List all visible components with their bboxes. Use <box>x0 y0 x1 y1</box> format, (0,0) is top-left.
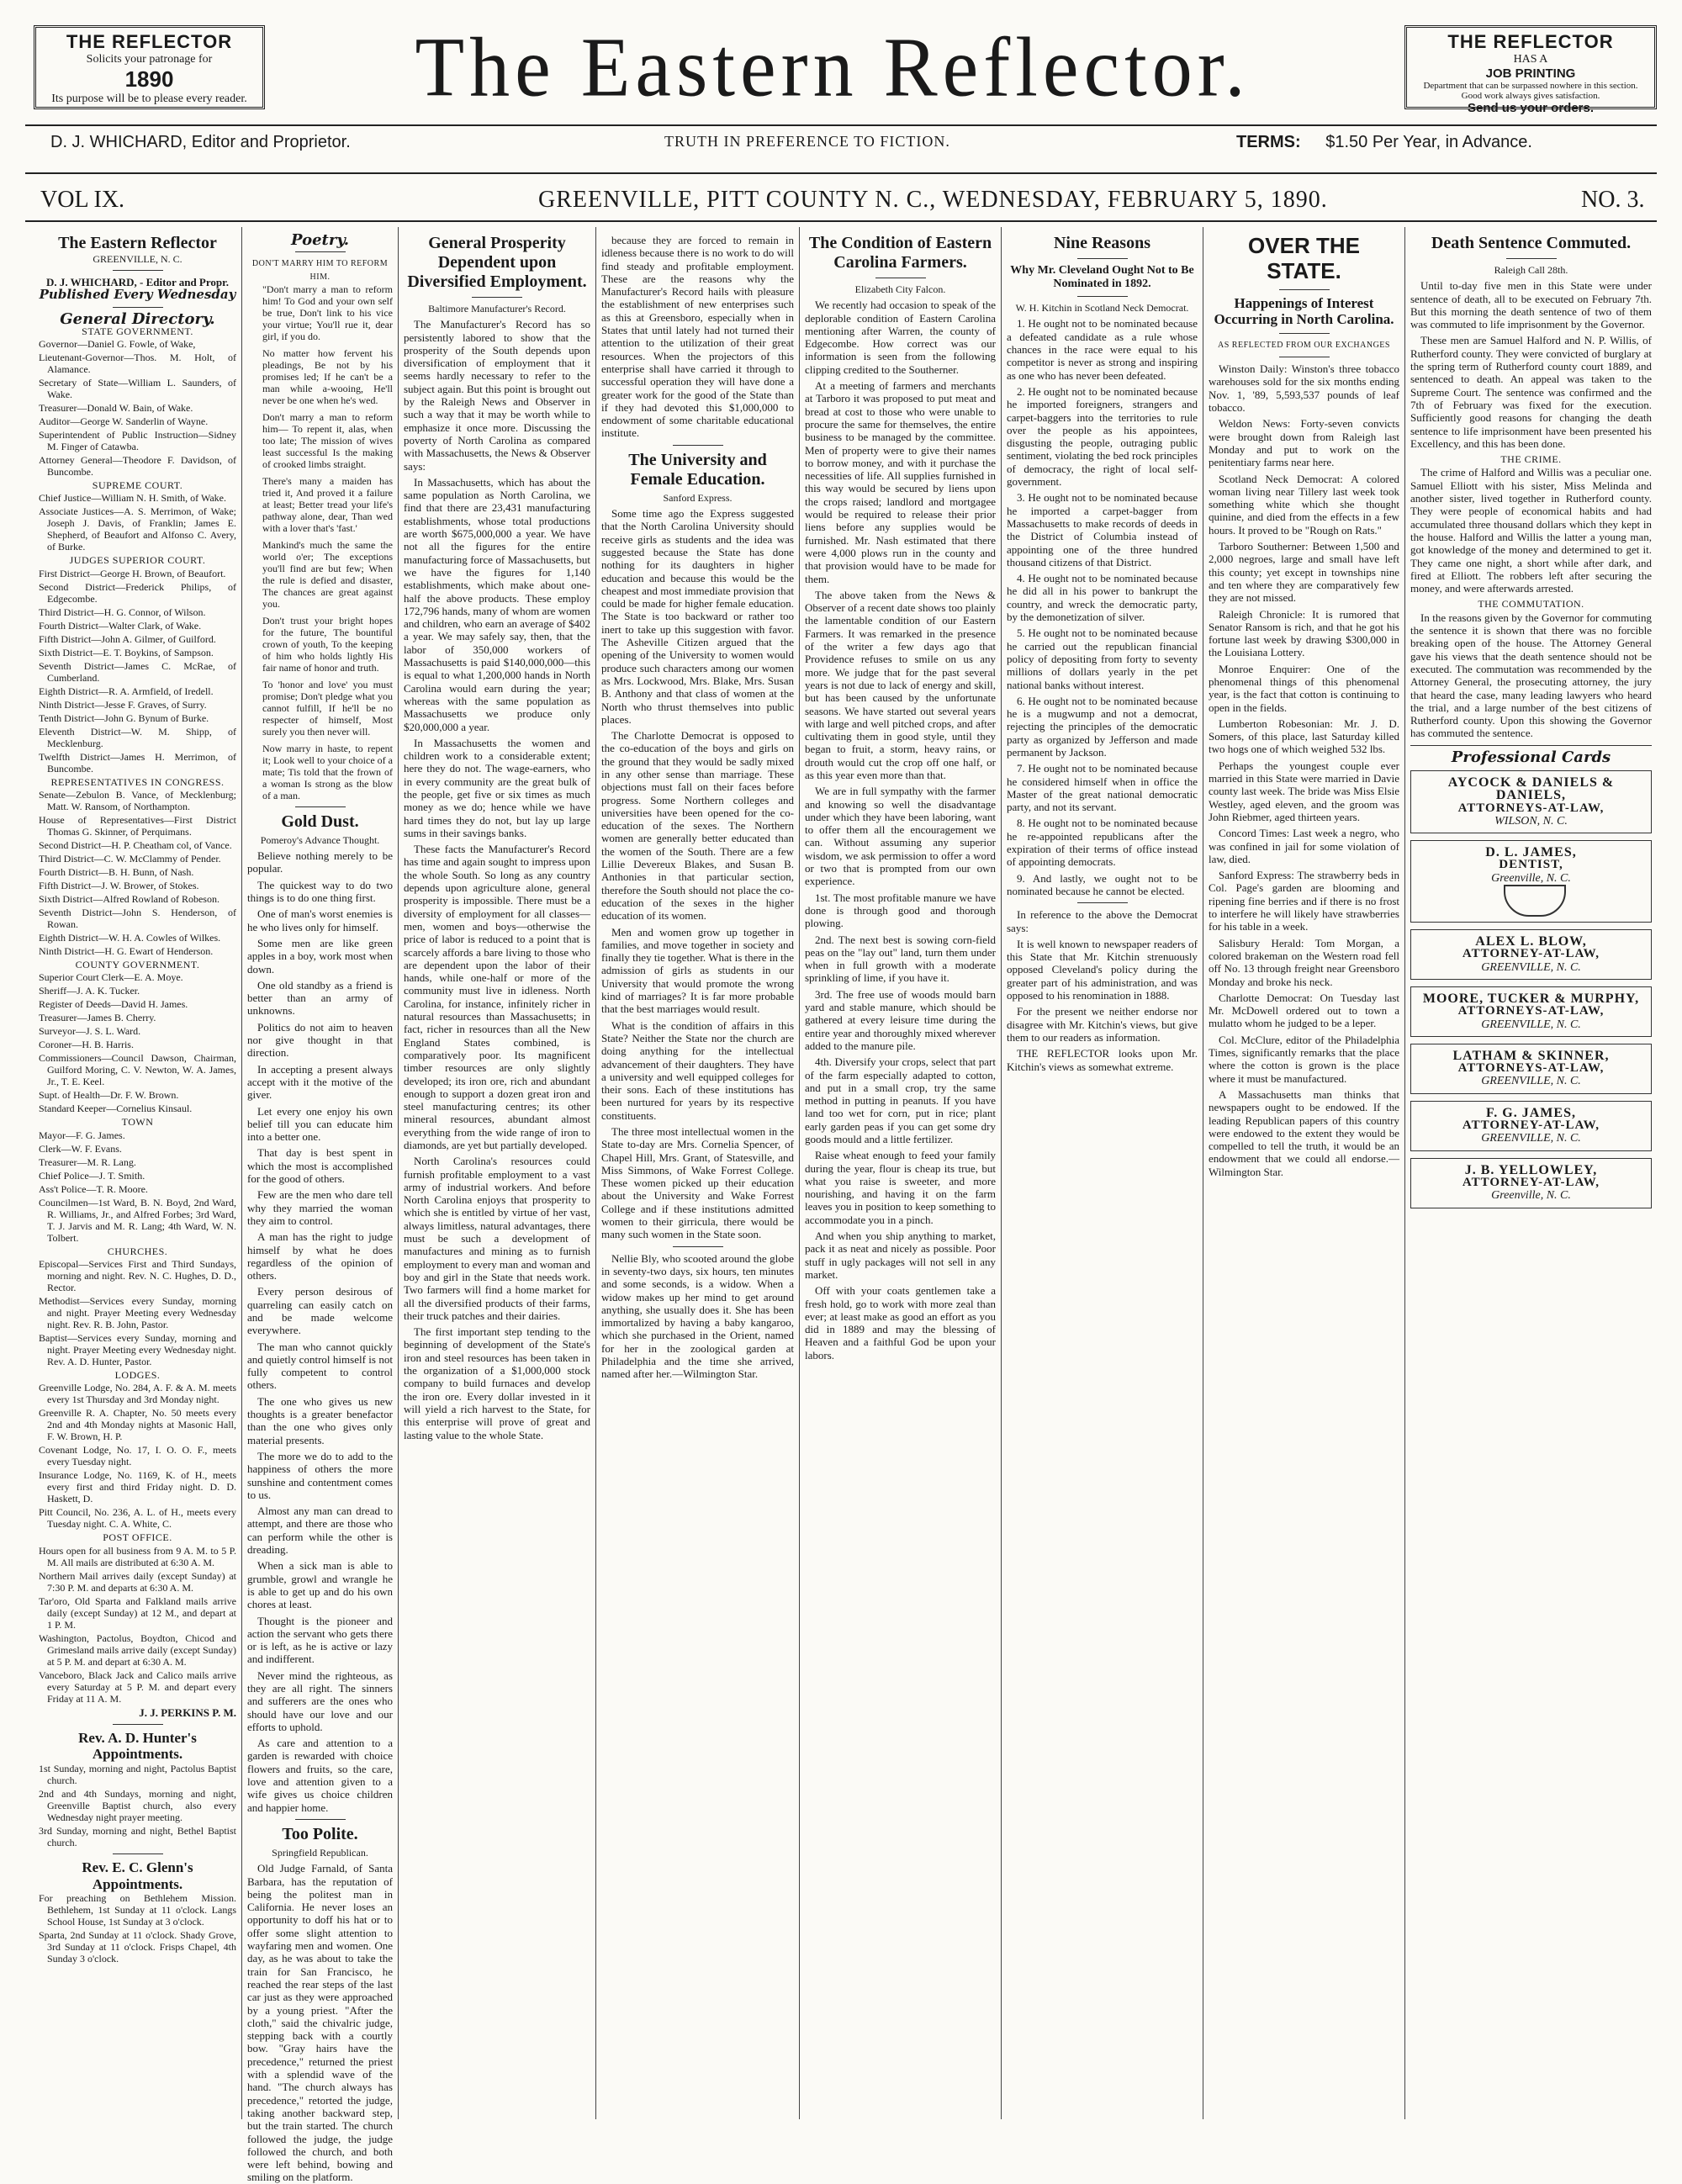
text-item: Fifth District—J. W. Brower, of Stokes. <box>39 880 199 892</box>
nameplate: The Eastern Reflector. <box>415 19 1251 114</box>
card-place: GREENVILLE, N. C. <box>1481 960 1581 974</box>
text-item: In accepting a present always accept with it the motive of the giver. <box>247 1062 393 1102</box>
article-continuation: because they are forced to remain in idleness because there is no work to do will find steady and profitable employment. These are the reasons why the Manufacturer's Record hails with pleasure the establishment of new enterprises such as this at Greensboro, especially when in States that until lately had not turned their attention to the utilization of their great resources. When the projectors of this enterprise shall have carried it through to successful operation they will have done a greater work for the good of the State than if they had devoted this $1,000,000 to endowment of some charitable educational institute. <box>601 234 794 440</box>
text-item: Superintendent of Public Instruction—Sidney M. Finger of Catawba. <box>39 429 236 453</box>
paper-title: The Eastern Reflector <box>58 234 217 252</box>
text-item: Seventh District—John S. Henderson, of Rowan. <box>39 907 236 931</box>
text-item: Third District—H. G. Connor, of Wilson. <box>39 605 206 618</box>
gold-dust-body <box>247 849 393 1814</box>
column-over-the-state <box>1203 234 1404 2118</box>
text-item: Eighth District—R. A. Armfield, of Iredell. <box>39 685 214 697</box>
card-name: J. B. YELLOWLEY, <box>1464 1162 1598 1177</box>
text-item: The man who cannot quickly and quietly control himself is not fully competent to control others. <box>247 1340 393 1392</box>
text-item: Monroe Enquirer: One of the phenomenal things of this phenomenal year, is the fact that cotton is continuing to open in the fields. <box>1209 662 1399 714</box>
text-item: Baptist—Services every Sunday, morning and night. Prayer Meeting every Wednesday night. Rev. A. D. Hunter, Pastor. <box>39 1331 236 1367</box>
text-item: The quickest way to do two things is to do one thing first. <box>247 878 393 905</box>
churches-list <box>39 1258 236 1367</box>
divider <box>1410 745 1652 746</box>
text-item: That day is best spent in which the most is accomplished for the good of others. <box>247 1146 393 1186</box>
text-item: 4. He ought not to be nominated because he did all in his power to bankrupt the country, and wreck the democratic party, by the demonetization of silver. <box>1007 572 1198 624</box>
column-directory <box>34 234 241 2118</box>
card-title: ATTORNEY-AT-LAW, <box>1462 1175 1600 1189</box>
text-item: Third District—C. W. McClammy of Pender. <box>39 853 221 865</box>
congress-list <box>39 789 236 957</box>
text-item: These men are Samuel Halford and N. P. Willis, of Rutherford county. They were convicted of burglary at the spring term of Rutherford county court 1889, and sentenced to death. An appeal was taken to the Supreme Court. The sentence was confirmed and the 7th of February was fixed for the execution. Sufficiently good reasons for changing the death sentence to life imprisonment have been presented his Excellency, and this has been done. <box>1410 334 1652 450</box>
divider <box>472 297 522 298</box>
text-item: Chief Police—J. T. Smith. <box>39 1169 145 1182</box>
text-item: Auditor—George W. Sanderlin of Wayne. <box>39 415 209 428</box>
directory-title: General Directory. <box>60 309 215 328</box>
place-date: GREENVILLE, PITT COUNTY N. C., WEDNESDAY, FEBRUARY 5, 1890. <box>538 187 1328 213</box>
card-place: Greenville, N. C. <box>1491 1189 1571 1203</box>
text-item: Thought is the pioneer and action the servant who gets there or is left, as he is active or lazy and indifferent. <box>247 1614 393 1666</box>
card-place: GREENVILLE, N. C. <box>1481 1132 1581 1145</box>
text-item: Eleventh District—W. M. Shipp, of Mecklenburg. <box>39 725 236 749</box>
text-item: Greenville R. A. Chapter, No. 50 meets every 2nd and 4th Monday nights at Masonic Hall, F. W. Brown, H. P. <box>39 1407 236 1443</box>
column-farmers <box>800 234 1001 2118</box>
text-item: 3. He ought not to be nominated because he imported a carpet-bagger from Massachusetts to make records of deeds in the District of Columbia instead of appointing one of the three hundred thousand citizens of that District. <box>1007 491 1198 568</box>
reasons-commentary <box>1007 908 1198 1073</box>
text-item: Winston Daily: Winston's three tobacco warehouses sold for the six months ending Nov. 1, '89, 5,593,537 pounds of leaf tobacco. <box>1209 362 1399 415</box>
text-item: Raleigh Chronicle: It is rumored that Senator Ransom is rich, and that he got his fortune last week by drawing $300,000 in the Louisiana Lottery. <box>1209 607 1399 659</box>
poem-body <box>247 283 393 801</box>
text-item: First District—George H. Brown, of Beaufort. <box>39 567 226 579</box>
gold-dust-head: Gold Dust. <box>281 812 359 831</box>
text-item: 9. And lastly, we ought not to be nominated because he cannot be elected. <box>1007 871 1198 897</box>
gold-dust-byline: Pomeroy's Advance Thought. <box>260 833 380 846</box>
text-item: Mankind's much the same the world o'er; The exceptions you'll find are but few; When the rule is defied and disaster, The chances are great against you. <box>262 538 393 610</box>
divider <box>1506 258 1557 259</box>
glenn-list <box>39 1892 236 1965</box>
article-byline: Sanford Express. <box>663 491 733 504</box>
text-item: Superior Court Clerk—E. A. Moye. <box>39 971 183 984</box>
column-death-sentence <box>1405 234 1657 2118</box>
text-item: Fourth District—B. H. Bunn, of Nash. <box>39 866 194 879</box>
text-item: Treasurer—M. R. Lang. <box>39 1155 136 1168</box>
text-item: When a sick man is able to grumble, growl and wrangle he is able to get up and do his own chores at least. <box>247 1559 393 1611</box>
ad-line: Send us your orders. <box>1467 101 1595 115</box>
text-item: Chief Justice—William N. H. Smith, of Wake. <box>39 492 226 505</box>
text-item: One old standby as a friend is better than an army of unknowns. <box>247 978 393 1018</box>
text-item: Few are the men who dare tell why they married the woman they aim to control. <box>247 1188 393 1227</box>
column-prosperity <box>399 234 595 2118</box>
glenn-head: Rev. E. C. Glenn's Appointments. <box>82 1859 193 1892</box>
section-head: JUDGES SUPERIOR COURT. <box>69 554 206 567</box>
dateline-rule-bottom <box>25 220 1657 222</box>
ad-line: Department that can be surpassed nowhere in this section. Good work always gives satisfaction. <box>1423 81 1638 101</box>
text-item: Col. McClure, editor of the Philadelphia Times, significantly remarks that the place where the cotton is grown is the place where it must be manufactured. <box>1209 1033 1399 1085</box>
section-head: REPRESENTATIVES IN CONGRESS. <box>50 775 225 788</box>
section-head: SUPREME COURT. <box>92 479 183 492</box>
text-item: Surveyor—J. S. L. Ward. <box>39 1025 141 1038</box>
card-place: GREENVILLE, N. C. <box>1481 1075 1581 1088</box>
text-item: Washington, Pactolus, Boydton, Chicod and Grimesland mails arrive daily (except Sunday) at 5 P. M. and depart at 6:30 A. M. <box>39 1631 236 1668</box>
ad-year: 1890 <box>124 66 174 92</box>
article-byline: Elizabeth City Falcon. <box>854 283 946 295</box>
terms-label: TERMS: <box>1236 133 1301 151</box>
divider <box>295 806 346 807</box>
state-news-items <box>1209 362 1399 1178</box>
state-government-list <box>39 338 236 478</box>
article-byline: W. H. Kitchin in Scotland Neck Democrat. <box>1015 302 1189 315</box>
text-item: Coroner—H. B. Harris. <box>39 1039 134 1051</box>
divider <box>673 1246 723 1247</box>
article-subhead: Happenings of Interest Occurring in North Carolina. <box>1214 294 1394 328</box>
published-line: Published Every Wednesday <box>39 287 236 303</box>
text-item: Raise wheat enough to feed your family during the year, flour is cheap its true, but what you raise is sweeter, and more nourishing, and having it on the farm leaves you in position to keep something to accommodate you in a pinch. <box>805 1149 996 1226</box>
text-item: Governor—Daniel G. Fowle, of Wake, <box>39 338 196 351</box>
text-item: The one who gives us new thoughts is a greater benefactor than the one who gives only material presents. <box>247 1394 393 1446</box>
text-item: Secretary of State—William L. Saunders, of Wake. <box>39 377 236 401</box>
divider <box>113 307 163 308</box>
card-place: Greenville, N. C. <box>1491 871 1571 885</box>
divider <box>295 1819 346 1820</box>
text-item: 1st Sunday, morning and night, Pactolus Baptist church. <box>39 1762 236 1786</box>
text-item: Attorney General—Theodore F. Davidson, of Buncombe. <box>39 454 236 479</box>
ad-title: THE REFLECTOR <box>1447 31 1614 52</box>
professional-cards <box>1410 770 1652 1208</box>
text-item: Sixth District—Alfred Rowland of Robeson. <box>39 893 220 906</box>
text-item: Mayor—F. G. James. <box>39 1129 125 1141</box>
divider <box>113 1724 163 1725</box>
text-item: And when you ship anything to market, pack it as neat and nicely as possible. Poor stuff in ugly packages will not sell in any market. <box>805 1229 996 1281</box>
card-title: ATTORNEYS-AT-LAW, <box>1457 1004 1605 1018</box>
column-university <box>596 234 799 2118</box>
text-item: Tar'oro, Old Sparta and Falkland mails arrive daily (except Sunday) at 12 M., and depart at 1 P. M. <box>39 1594 236 1631</box>
text-item: Lumberton Robesonian: Mr. J. D. Somers, of this place, last Saturday killed two hogs one of which weighed 532 lbs. <box>1209 717 1399 756</box>
text-item: Twelfth District—James H. Merrimon, of Buncombe. <box>39 750 236 775</box>
polite-head: Too Polite. <box>282 1824 358 1843</box>
poetry-head: Poetry. <box>291 231 349 249</box>
card-name: LATHAM & SKINNER, <box>1452 1048 1610 1063</box>
text-item: Eighth District—W. H. A. Cowles of Wilkes. <box>39 932 221 944</box>
card-place: GREENVILLE, N. C. <box>1481 1018 1581 1031</box>
section-head: THE COMMUTATION. <box>1478 598 1584 611</box>
issue-number: NO. 3. <box>1581 187 1645 213</box>
text-item: 2nd. The next best is sowing corn-field peas on the "lay out" land, turn them under when in full growth with a moderate sprinkling of lime, if you have it. <box>805 933 996 985</box>
text-item: Lieutenant-Governor—Thos. M. Holt, of Alamance. <box>39 352 236 376</box>
text-item: Ass't Police—T. R. Moore. <box>39 1182 148 1195</box>
text-item: Don't marry a man to reform him— To repent it, alas, when too late; The mission of wives least successful Is the making of crooked limbs straight. <box>262 410 393 470</box>
text-item: The crime of Halford and Willis was a peculiar one. Samuel Elliott with his sister, Miss Melinda and another sister, lived together in Rutherford county. They were people of economical habits and had accumulated three thousand dollars which they kept in the house. Halford and Willis the latter a young man, got knowledge of the money and determined to get it. They came one night, a short while after dark, and fired at Elliott. The robbers left after securing the money, and were afterwards arrested. <box>1410 466 1652 595</box>
section-head: COUNTY GOVERNMENT. <box>75 959 200 971</box>
terms <box>1236 133 1532 152</box>
text-item: In Massachusetts, which has about the same population as North Carolina, we find that there are 23,431 manufacturing establishments, whose total productions are worth $675,000,000 a year. We have not all the figures for the entire manufacturing force of Massachusetts, but we have the figures for 1,140 establishments, which make about one-half the above products. These employ 172,796 hands, many of whom are women and children, who earn an average of $402 a year. We may safely say, then, that the labor of 350,000 workers of Massachusetts is paid $140,000,000—this is equal to what 1,200,000 hands in North Carolina would earn during the year; whereas with the same population as Massachusetts we produce only $20,000,000 a year. <box>404 475 590 733</box>
reflector-ad-box-left <box>34 25 265 109</box>
card-title: ATTORNEYS-AT-LAW, <box>1457 1061 1605 1076</box>
text-item: Weldon News: Forty-seven convicts were brought down from Raleigh last Monday and put to work on the penitentiary farms near here. <box>1209 417 1399 469</box>
article-subhead: Why Mr. Cleveland Ought Not to Be Nominated in 1892. <box>1010 264 1194 291</box>
text-item: Until to-day five men in this State were under sentence of death, all to be executed on February 7th. But this morning the death sentence of two of them was commuted to life imprisonment by the Governor. <box>1410 279 1652 331</box>
text-item: Men and women grow up together in families, and move together in society and finally they tie together. What is there in the admission of girls as students in our University that would promote the wrong kind of marriages? It is far more probable that the best marriages would result. <box>601 925 794 1016</box>
card-name: AYCOCK & DANIELS & DANIELS, <box>1447 775 1615 803</box>
text-item: These facts the Manufacturer's Record has time and again sought to impress upon the whole South. So long as any country depends upon agriculture alone, general prosperity is impossible. There must be a diversity of employment for all classes—men, women and boys—otherwise the price of labor is reduced to a point that is scarcely affords a bare living to those who are dependent upon the labor of their hands, while one-half or more of the community must live in idleness. North Carolina, for instance, infinitely richer in natural resources than Massachusetts; in fact, richer in resources than all the New England States combined, is comparatively poor. Its magnificent timber resources are only slightly developed; its iron ore, rich and abundant enough to support a dozen great iron and steel manufacturing centres; its other mineral resources, abundant almost everything from the wide range of iron to diamonds, are yet but partially developed. <box>404 843 590 1151</box>
commutation-body <box>1410 611 1652 740</box>
text-item: Tenth District—John G. Bynum of Burke. <box>39 711 209 724</box>
text-item: Covenant Lodge, No. 17, I. O. O. F., meets every Tuesday night. <box>39 1444 236 1468</box>
text-item: 7. He ought not to be nominated because he considered himself when in office the Master of the great national democratic party, and not its servant. <box>1007 762 1198 814</box>
text-item: In the reasons given by the Governor for commuting the sentence it is shown that there was no forcible breaking open of the house. The Attorney General gave his views that the death sentence should not be executed. The commutation was recommended by the Attorney General, the prosecuting attorney, the jury that heard the case, many leading lawyers who heard the trial, and a large number of the best citizens of Rutherford county. Upon this showing the Governor has commuted the sentence. <box>1410 611 1652 740</box>
dentures-icon <box>1504 885 1566 917</box>
text-item: Supt. of Health—Dr. F. W. Brown. <box>39 1089 179 1102</box>
professional-card <box>1410 1101 1652 1151</box>
professional-card <box>1410 986 1652 1037</box>
crime-body <box>1410 466 1652 595</box>
divider <box>113 270 163 271</box>
professional-card <box>1410 1044 1652 1094</box>
text-item: At a meeting of farmers and merchants at Tarboro it was proposed to put meat and bread at cost to those who were unable to procure the same for themselves, the entire business to be managed by the committee. Men of property were to give their names to borrow money, and with it purchase the necessities of life. All supplies furnished in this way would be secured by liens upon the crops raised; landlord and mortgagee would be required to release their prior liens before any supplies would be furnished. Mr. Nash estimated that there were 4,000 plows run in the county and that provision would have to be made for them. <box>805 379 996 585</box>
text-item: One of man's worst enemies is he who lives only for himself. <box>247 907 393 933</box>
text-item: A Massachusetts man thinks that newspapers ought to be endowed. If the leading Republican papers of this country were endowed to the extent they would be compelled to tell the truth, it would be an endowment that we could all endorse.—Wilmington Star. <box>1209 1087 1399 1178</box>
text-item: North Carolina's resources could furnish profitable employment to a vast army of industrial workers. And before North Carolina enjoys that prosperity to which she is entitled by virtue of her vast, always limitless, natural advantages, there must be such a development of manufactures and mining as to furnish employment to every man and woman and boy and girl in the State that needs work. Two farmers will find a home market for all the diversified products of their farms, their truck patches and their dairies. <box>404 1155 590 1322</box>
hunter-list <box>39 1763 236 1848</box>
divider <box>113 1853 163 1854</box>
card-title: ATTORNEYS-AT-LAW, <box>1457 801 1605 815</box>
poem-title: DON'T MARRY HIM TO REFORM HIM. <box>251 259 389 282</box>
column-poetry <box>242 231 398 2184</box>
post-office-list <box>39 1545 236 1705</box>
text-item: 4th. Diversify your crops, select that part of the farm especially adapted to cotton, and put in a small crop, try the same method in putting in peanuts. If you have land too wet for corn, put in rice; plant early garden peas if you can get some dry goods mould and a little fertilizer. <box>805 1055 996 1145</box>
county-list <box>39 971 236 1114</box>
text-item: 2. He ought not to be nominated because he imported foreigners, strangers and carpet-baggers into the territories to rule over the people as his appointees, disgusting the people, outraging public sentiment, violating the bed rock principles of democracy, the right of local self-government. <box>1007 384 1198 489</box>
text-item: What is the condition of affairs in this State? Neither the State nor the church are doing anything for the intellectual advancement of their daughters. They have a university and well equipped colleges for their sons. Each of these institutions has been nurtured for years by its respective constituents. <box>601 1018 794 1122</box>
terms-value: $1.50 Per Year, in Advance. <box>1325 133 1532 151</box>
text-item: Commissioners—Council Dawson, Chairman, Guilford Moring, C. V. Newton, W. A. James, Jr., T. E. Keel. <box>39 1052 236 1088</box>
supreme-court-list <box>39 492 236 553</box>
text-item: There's many a maiden has tried it, And proved it a failure at least; Better tread your life's pathway alone, dear, Than wed with a lover that's 'fast.' <box>262 474 393 534</box>
text-item: Politics do not aim to heaven nor give thought in that direction. <box>247 1020 393 1060</box>
article-headline: Death Sentence Commuted. <box>1431 234 1632 252</box>
card-place: WILSON, N. C. <box>1494 814 1568 828</box>
text-item: Believe nothing merely to be popular. <box>247 849 393 875</box>
text-item: Some time ago the Express suggested that the North Carolina University should receive girls as students and the idea was suggested because the State has done nothing for its daughters in higher education and because this would be the cheapest and most immediate provision that could be made for higher female education. The State is too backward or rather too inert to take up this suggestion with favor. The Asheville Citizen argued that the opening of the University to women would produce such characters among our women as Mrs. Lockwood, Mrs. Blake, Mrs. Susan B. Anthony and that class of women at the North who thrust themselves into public places. <box>601 507 794 726</box>
text-item: Old Judge Farnald, of Santa Barbara, has the reputation of being the politest man in California. He never loses an opportunity to doff his hat or to offer some slight attention to wayfaring men and women. One day, as he was about to take the train for San Francisco, he reached the rear steps of the last car just as they were approached by a young priest. "After the cloth," said the chivalric judge, stepping back with a courtly bow. "Gray hairs have the precedence," returned the priest with a splendid wave of the hand. "The church always has precedence," retorted the judge, taking another backward step, but the train started. The church followed the judge, the judge followed the church, and both were left behind, bowing and smiling on the platform. <box>247 1862 393 2184</box>
text-item: Concord Times: Last week a negro, who was confined in jail for some violation of law, died. <box>1209 827 1399 865</box>
article-headline: OVER THE STATE. <box>1248 233 1360 283</box>
professional-card <box>1410 929 1652 980</box>
section-head: LODGES. <box>114 1368 161 1381</box>
card-title: ATTORNEY-AT-LAW, <box>1462 947 1600 961</box>
text-item: Sparta, 2nd Sunday at 11 o'clock. Shady Grove, 3rd Sunday at 11 o'clock. Frisps Chapel, 4th Sunday 3 o'clock. <box>39 1929 236 1965</box>
article-headline: The Condition of Eastern Carolina Farmers. <box>808 234 992 272</box>
polite-body <box>247 1862 393 2183</box>
text-item: 3rd. The free use of woods mould barn yard and stable manure, which should be gathered at every leisure time during the entire year and thoroughly mixed wherever added to the manure pile. <box>805 987 996 1052</box>
text-item: Let every one enjoy his own belief till you can educate him into a better one. <box>247 1104 393 1144</box>
postmaster: J. J. PERKINS P. M. <box>139 1705 236 1719</box>
text-item: Perhaps the youngest couple ever married in this State were married in Davie county last week. The bride was Miss Elsie Westley, aged eleven, and the groom was John Riebmer, aged thirteen years. <box>1209 759 1399 823</box>
text-item: 6. He ought not to be nominated because he is a mugwump and not a democrat, rejecting the principles of the democratic party as organized by Jefferson and made permanent by Jackson. <box>1007 694 1198 759</box>
text-item: Seventh District—James C. McRae, of Cumberland. <box>39 659 236 684</box>
divider <box>1279 289 1330 290</box>
text-item: The above taken from the News & Observer of a recent date shows too plainly the lamentable condition of our Eastern Farmers. It was remarked in the presence of the writer a few days ago that Providence refuses to smile on us any more. We judge that for the past several years is not due to lack of energy and skill, but has been caused by the unfortunate seasons. We have started out several years with large and well pitched crops, and after cultivating them in good style, until they began to fruit, a storm, heavy rains, or drouth would cut the crop off one half, or as this year even more than that. <box>805 588 996 781</box>
text-item: Register of Deeds—David H. James. <box>39 998 188 1011</box>
text-item: Ninth District—Jesse F. Graves, of Surry. <box>39 698 207 711</box>
divider <box>1077 296 1128 297</box>
text-item: Episcopal—Services First and Third Sundays, morning and night. Rev. N. C. Hughes, D. D., Rector. <box>39 1257 236 1293</box>
column-nine-reasons <box>1002 234 1203 2118</box>
divider <box>295 251 346 252</box>
text-item: Pitt Council, No. 236, A. L. of H., meets every Tuesday night. C. A. White, C. <box>39 1506 236 1531</box>
nellie-bly-item: Nellie Bly, who scooted around the globe in seventy-two days, six hours, ten minutes and some seconds, is a widow. When a widow makes up her mind to get around anything, she usually does it. She has been immortalized by having a baby kangaroo, which she purchased in the Orient, named for her in the zoological garden at Philadelphia and the time she arrived, named after her.—Wilmington Star. <box>601 1251 794 1381</box>
card-name: D. L. JAMES, <box>1485 845 1577 860</box>
text-item: 8. He ought not to be nominated because he re-appointed republicans after the expiration of their terms of office instead of appointing democrats. <box>1007 817 1198 869</box>
article-body <box>805 299 996 1362</box>
text-item: Scotland Neck Democrat: A colored woman living near Tillery last week took something white which she thought quinine, and died from the effects in a few hours. It proved to be "Rough on Rats." <box>1209 472 1399 537</box>
text-item: Don't trust your bright hopes for the future, The bountiful crown of youth, To the keeping of him who holds lightly His fair name of honor and truth. <box>262 614 393 674</box>
text-item: Second District—H. P. Cheatham col, of Vance. <box>39 839 232 852</box>
polite-byline: Springfield Republican. <box>272 1846 368 1859</box>
text-item: Clerk—W. F. Evans. <box>39 1142 122 1155</box>
reflector-ad-box-right <box>1404 25 1657 115</box>
text-item: To 'honor and love' you must promise; Don't pledge what you cannot fulfill, If he'll be no respecter of himself, Most surely you then never will. <box>262 678 393 738</box>
text-item: Associate Justices—A. S. Merrimon, of Wake; Joseph J. Davis, of Franklin; James E. Shepherd, of Beaufort and Alfonso C. Avery, of Burke. <box>39 505 236 553</box>
judges-list <box>39 568 236 775</box>
text-item: Treasurer—Donald W. Bain, of Wake. <box>39 402 193 415</box>
professional-card <box>1410 770 1652 833</box>
section-head: POST OFFICE. <box>103 1531 172 1544</box>
editor-line: D. J. WHICHARD, Editor and Proprietor. <box>50 133 351 151</box>
text-item: The Manufacturer's Record has so persistently labored to show that the prosperity of the South depends upon diversification of employment that it seems hardly necessary to refer to the subject again. But this point is brought out by the Raleigh News and Observer in such a way that it may be worth while to emphasize it once more. Discussing the poverty of North Carolina as compared with Massachusetts, the News & Observer says: <box>404 318 590 473</box>
card-name: ALEX L. BLOW, <box>1475 934 1587 949</box>
ad-line: Its purpose will be to please every reader. <box>51 93 247 105</box>
text-item: In Massachusetts the women and children work to a considerable extent; here they do not. The wage-earners, who in every community are the great bulk of the people, get five or six times as much money as we do; hence while we have hard times they do not, but lay up large sums in their savings banks. <box>404 736 590 839</box>
card-title: ATTORNEY-AT-LAW, <box>1462 1118 1600 1133</box>
ad-line: HAS A <box>1513 53 1548 66</box>
text-item: Tarboro Southerner: Between 1,500 and 2,000 negroes, large and small have left this county; yet except in townships nine and ten where they are comparatively few they are not missed. <box>1209 540 1399 605</box>
professional-card <box>1410 840 1652 923</box>
text-item: House of Representatives—First District Thomas G. Skinner, of Perquimans. <box>39 814 236 838</box>
text-item: Fifth District—John A. Gilmer, of Guilford. <box>39 632 216 645</box>
dateline-rule-top <box>25 172 1657 174</box>
text-item: Northern Mail arrives daily (except Sunday) at 7:30 P. M. and departs at 6:30 A. M. <box>39 1569 236 1594</box>
text-item: 2nd and 4th Sundays, morning and night, Greenville Baptist church, also every Wednesday night prayer meeting. <box>39 1787 236 1823</box>
text-item: Insurance Lodge, No. 1169, K. of H., meets every first and third Friday night. D. D. Haskett, D. <box>39 1469 236 1505</box>
text-item: Salisbury Herald: Tom Morgan, a colored brakeman on the Western road fell off No. 13 through freight near Greensboro Monday and broke his neck. <box>1209 936 1399 988</box>
ad-line: Solicits your patronage for <box>86 53 213 66</box>
text-item: It is well known to newspaper readers of this State that Mr. Kitchin strenuously opposed Cleveland's policy during the greater part of his administration, and was opposed to his renomination in 1888. <box>1007 937 1198 1002</box>
article-body <box>404 318 590 1441</box>
text-item: 5. He ought not to be nominated because he carried out the republican financial policy of depositing from forty to seventy millions of dollars yearly in the pet national banks without interest. <box>1007 627 1198 691</box>
section-head: THE CRIME. <box>1500 453 1562 466</box>
ad-title: THE REFLECTOR <box>66 31 233 52</box>
text-item: 1st. The most profitable manure we have done is through good and thorough plowing. <box>805 891 996 930</box>
text-item: No matter how fervent his pleadings, Be not by his promises led; If he can't be a man while a-wooing, He'll never be one when he's wed. <box>262 346 393 406</box>
text-item: Councilmen—1st Ward, B. N. Boyd, 2nd Ward, R. Williams, Jr., and Alfred Forbes; 3rd Ward, T. J. Jarvis and M. R. Lang; 4th Ward, W. N. Tolbert. <box>39 1196 236 1244</box>
text-item: In reference to the above the Democrat says: <box>1007 908 1198 934</box>
text-item: Off with your coats gentlemen take a fresh hold, go to work with more zeal than ever; at least make as good an effort as you did in 1889 and may the blessing of Heaven and a faithful God be upon your labors. <box>805 1284 996 1362</box>
town-list <box>39 1129 236 1244</box>
text-item: Sixth District—E. T. Boykins, of Sampson. <box>39 646 214 658</box>
volume: VOL IX. <box>40 187 125 213</box>
text-item: A man has the right to judge himself by what he does regardless of the opinion of others. <box>247 1230 393 1282</box>
text-item: Second District—Frederick Philips, of Edgecombe. <box>39 580 236 605</box>
article-byline: Baltimore Manufacturer's Record. <box>428 303 566 315</box>
text-item: THE REFLECTOR looks upon Mr. Kitchin's views as somewhat extreme. <box>1007 1047 1198 1073</box>
text-item: The Charlotte Democrat is opposed to the co-education of the boys and girls on the ground that they would be sadly mixed in any other sense than marriage. These objections must fall on their faces before progress. Some Northern colleges and universities have been opened for the co-education of the sexes. The Northern women are generally better educated than the women of the South. There are a few Lillie Devereux Blakes, and Susan B. Anthonies in that particular section, therefore the South should not place the co-education of the sexes in the higher education of its women. <box>601 729 794 923</box>
article-body <box>1410 279 1652 450</box>
divider <box>673 445 723 446</box>
article-headline: Nine Reasons <box>1053 234 1150 252</box>
text-item: Every person desirous of quarreling can easily catch on and be made welcome everywhere. <box>247 1285 393 1337</box>
article-headline: General Prosperity Dependent upon Diversified Employment. <box>407 234 587 291</box>
text-item: Fourth District—Walter Clark, of Wake. <box>39 619 202 632</box>
ad-line: JOB PRINTING <box>1485 66 1576 81</box>
motto: TRUTH IN PREFERENCE TO FICTION. <box>664 133 950 150</box>
masthead-rule <box>25 124 1657 126</box>
divider <box>1077 258 1128 259</box>
text-item: Charlotte Democrat: On Tuesday last Mr. McDowell ordered out to town a mulatto whom he judged to be a leper. <box>1209 991 1399 1030</box>
section-head: STATE GOVERNMENT. <box>82 325 193 337</box>
professional-cards-head: Professional Cards <box>1451 748 1611 766</box>
divider <box>1077 902 1128 903</box>
article-body <box>601 507 794 1241</box>
divider <box>1279 333 1330 334</box>
card-name: MOORE, TUCKER & MURPHY, <box>1422 991 1640 1006</box>
text-item: Almost any man can dread to attempt, and there are those who can perform while the other is dreading. <box>247 1504 393 1557</box>
text-item: Sheriff—J. A. K. Tucker. <box>39 985 140 997</box>
text-item: We are in full sympathy with the farmer and knowing so well the disadvantage under which they have been laboring, want to offer them all the encouragement we can. Without assuming any superior wisdom, we ask permission to offer a word or two that is prompted from our own experience. <box>805 785 996 888</box>
text-item: Greenville Lodge, No. 284, A. F. & A. M. meets every 1st Thursday and 3rd Monday night. <box>39 1382 236 1406</box>
text-item: The first important step tending to the beginning of development of the State's iron and steel resources has been taken in the organization of a $1,000,000 stock company to build furnaces and develop the iron ore. Every dollar invested in it will yield a rich harvest to the State, for this enterprise will prove of great and lasting value to the whole State. <box>404 1325 590 1441</box>
reasons-list <box>1007 317 1198 897</box>
section-head: TOWN <box>121 1116 154 1129</box>
text-item: Ninth District—H. G. Ewart of Henderson. <box>39 945 214 958</box>
tagline: AS REFLECTED FROM OUR EXCHANGES <box>1218 340 1390 350</box>
card-title: DENTIST, <box>1499 858 1563 872</box>
text-item: Senate—Zebulon B. Vance, of Mecklenburg; Matt. W. Ransom, of Northampton. <box>39 789 236 813</box>
text-item: The three most intellectual women in the State to-day are Mrs. Cornelia Spencer, of Chapel Hill, Mrs. Grant, of Statesville, and Miss Simmons, of Wake Forrest College. These women picked up their education about the University and Wake Forrest College and if these institutions admitted women to their girricula, there would be many such women in the State soon. <box>601 1125 794 1241</box>
card-name: F. G. JAMES, <box>1486 1105 1576 1120</box>
text-item: Treasurer—James B. Cherry. <box>39 1012 156 1024</box>
professional-card <box>1410 1158 1652 1208</box>
text-item: For preaching on Bethlehem Mission. Bethlehem, 1st Sunday at 11 o'clock. Langs School House, 1st Sunday at 3 o'clock. <box>39 1892 236 1928</box>
article-byline: Raleigh Call 28th. <box>1494 264 1568 276</box>
text-item: Methodist—Services every Sunday, morning and night. Prayer Meeting every Wednesday night. Rev. R. B. John, Pastor. <box>39 1294 236 1330</box>
text-item: 1. He ought not to be nominated because a defeated candidate as a rule whose chances in the race were equal to his competitor is never as strong and inspiring as one who has never been defeated. <box>1007 317 1198 382</box>
text-item: "Don't marry a man to reform him! To God and your own self be true, Don't link to his vice your virtue; You'll rue it, dear girl, if you do. <box>262 283 393 342</box>
text-item: For the present we neither endorse nor disagree with Mr. Kitchin's views, but give them to our readers as information. <box>1007 1005 1198 1044</box>
hunter-head: Rev. A. D. Hunter's Appointments. <box>78 1729 197 1763</box>
text-item: As care and attention to a garden is rewarded with choice flowers and fruits, so the care, love and attention given to a wife gives us choice children and happier home. <box>247 1737 393 1814</box>
section-head: CHURCHES. <box>107 1245 168 1257</box>
text-item: Standard Keeper—Cornelius Kinsaul. <box>39 1103 193 1115</box>
text-item: Vanceboro, Black Jack and Calico mails arrive every Saturday at 5 P. M. and depart every Friday at 11 A. M. <box>39 1668 236 1705</box>
article-headline: The University and Female Education. <box>628 450 767 489</box>
text-item: Now marry in haste, to repent it; Look well to your choice of a mate; Tis told that the frown of a woman Is strong as the blow of a man. <box>262 742 393 801</box>
editor-credit: D. J. WHICHARD, - Editor and Propr. <box>46 276 229 288</box>
text-item: Some men are like green apples in a boy, work most when down. <box>247 936 393 976</box>
text-item: Hours open for all business from 9 A. M. to 5 P. M. All mails are distributed at 6:30 A. M. <box>39 1544 236 1568</box>
lodges-list <box>39 1382 236 1530</box>
text-item: Sanford Express: The strawberry beds in Col. Page's garden are blooming and ripening fine berries and if there is no frost to interfere he will likely have strawberries for his table in a week. <box>1209 869 1399 933</box>
text-item: The more we do to add to the happiness of others the more sunshine and contentment comes to us. <box>247 1449 393 1501</box>
paper-place: GREENVILLE, N. C. <box>93 253 182 265</box>
text-item: Never mind the righteous, as they are all right. The sinners and sufferers are the ones who should have our love and our efforts to uphold. <box>247 1668 393 1733</box>
text-item: We recently had occasion to speak of the deplorable condition of Eastern Carolina mentioning after Warren, the county of Edgecombe. How correct was our information is seen from the following clipping credited to the Southerner. <box>805 299 996 376</box>
text-item: 3rd Sunday, morning and night, Bethel Baptist church. <box>39 1824 236 1848</box>
